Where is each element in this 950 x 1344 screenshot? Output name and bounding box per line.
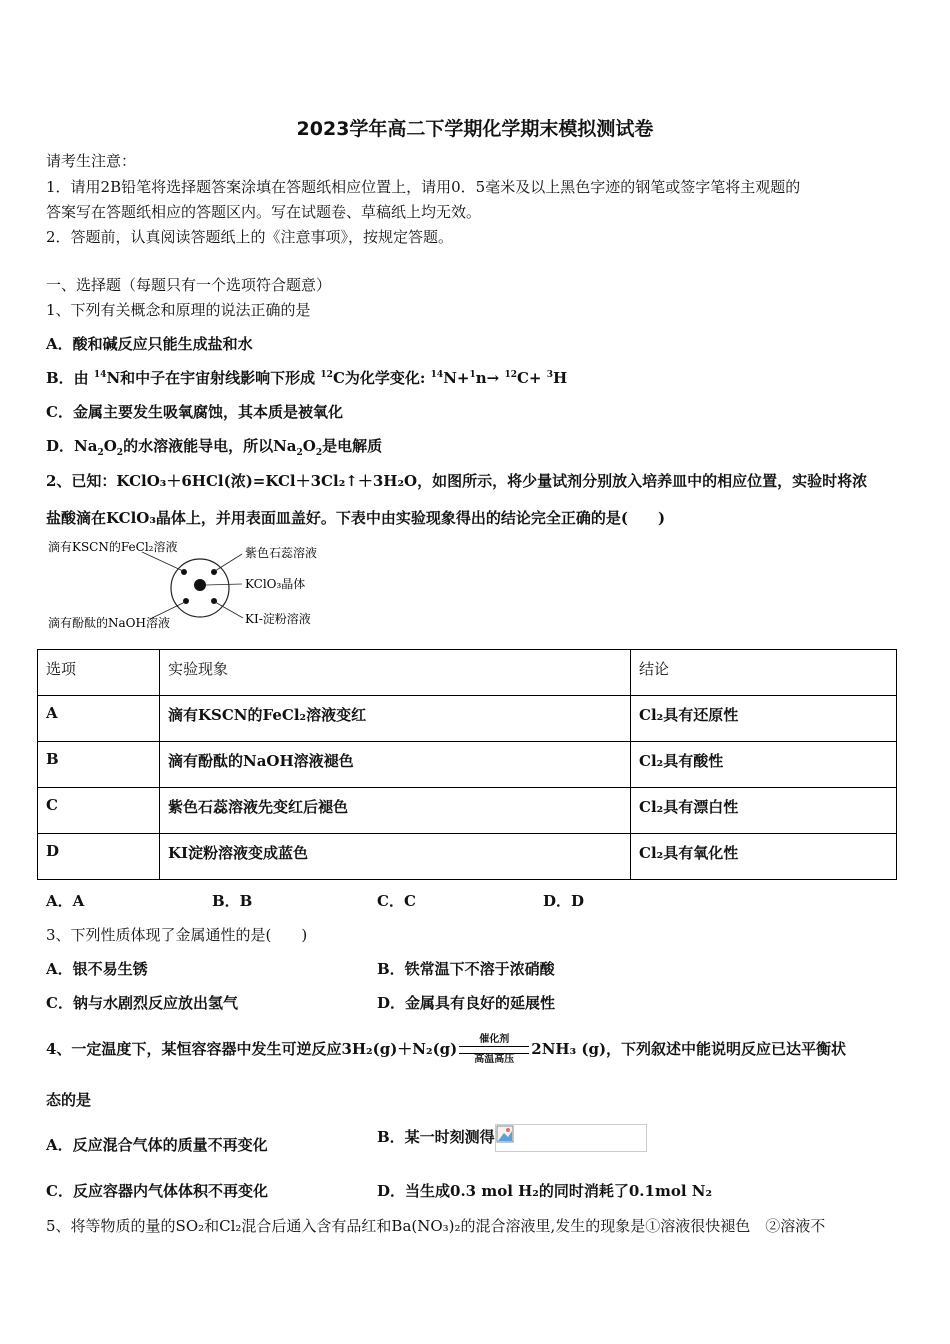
q2-stem-line2: 盐酸滴在KClO₃晶体上，并用表面皿盖好。下表中由实验现象得出的结论完全正确的是( ) [46, 509, 666, 527]
table-cell: Cl₂具有还原性 [631, 696, 897, 742]
q1-stem: 1、下列有关概念和原理的说法正确的是 [46, 301, 311, 319]
q4-stem: 4、一定温度下，某恒容容器中发生可逆反应3H₂(g)＋N₂(g)催化剂 高温高压2NH₃ (g)，下列叙述中能说明反应已达平衡状 [46, 1034, 847, 1065]
notice-item-1b: 答案写在答题纸相应的答题区内。写在试题卷、草稿纸上均无效。 [46, 203, 482, 221]
diagram-label-br: KI-淀粉溶液 [245, 612, 311, 626]
table-cell: B [38, 742, 160, 788]
q3-option-b: B．铁常温下不溶于浓硝酸 [377, 960, 555, 978]
q4-option-c: C．反应容器内气体体积不再变化 [46, 1182, 268, 1200]
q3-option-d: D．金属具有良好的延展性 [377, 994, 556, 1012]
q4-stem-line2: 态的是 [46, 1091, 92, 1109]
q2-option-d: D．D [543, 892, 585, 910]
table-cell: KI淀粉溶液变成蓝色 [160, 834, 631, 880]
diagram-label-tr: 紫色石蕊溶液 [245, 546, 318, 560]
diagram-label-r: KClO₃晶体 [245, 577, 306, 591]
q1-option-c: C．金属主要发生吸氧腐蚀，其本质是被氧化 [46, 403, 343, 421]
table-cell: C [38, 788, 160, 834]
petri-dish-diagram [46, 540, 346, 635]
q3-option-c: C．钠与水剧烈反应放出氢气 [46, 994, 238, 1012]
diagram-label-bl: 滴有酚酞的NaOH溶液 [48, 616, 170, 630]
table-cell: Cl₂具有酸性 [631, 742, 897, 788]
table-header-cell: 结论 [631, 650, 897, 696]
table-row [38, 742, 897, 788]
table-cell: 滴有酚酞的NaOH溶液褪色 [160, 742, 631, 788]
table-cell: 紫色石蕊溶液先变红后褪色 [160, 788, 631, 834]
q5-stem: 5、将等物质的量的SO₂和Cl₂混合后通入含有品红和Ba(NO₃)₂的混合溶液里,发生的现象是①溶液很快褪色 ②溶液不 [46, 1217, 826, 1235]
q2-stem-line1: 2、已知：KClO₃＋6HCl(浓)=KCl＋3Cl₂↑＋3H₂O，如图所示，将少量试剂分别放入培养皿中的相应位置，实验时将浓 [46, 472, 868, 490]
q4-option-b: B．某一时刻测得 [377, 1124, 647, 1152]
q4-option-d: D．当生成0.3 mol H₂的同时消耗了0.1mol N₂ [377, 1182, 713, 1200]
notice-item-2: 2．答题前，认真阅读答题纸上的《注意事项》，按规定答题。 [46, 228, 454, 246]
table-cell: Cl₂具有氧化性 [631, 834, 897, 880]
table-header-cell: 实验现象 [160, 650, 631, 696]
table-header-row [38, 650, 897, 696]
diagram-label-tl: 滴有KSCN的FeCl₂溶液 [48, 540, 178, 554]
catalyst-arrow: 催化剂 高温高压 [459, 1034, 529, 1066]
q1-option-d: D．$Na_2O_2$的水溶液能导电，所以$Na_2O_2$是电解质 [46, 437, 383, 458]
q2-option-c: C．C [377, 892, 416, 910]
table-cell: A [38, 696, 160, 742]
q2-option-b: B．B [212, 892, 253, 910]
table-cell: 滴有KSCN的FeCl₂溶液变红 [160, 696, 631, 742]
table-row [38, 696, 897, 742]
section-heading: 一、选择题（每题只有一个选项符合题意） [46, 276, 332, 294]
table-row [38, 834, 897, 880]
table-row [38, 788, 897, 834]
page-title: 2023学年高二下学期化学期末模拟测试卷 [296, 118, 654, 140]
q3-option-a: A．银不易生锈 [46, 960, 148, 978]
q1-option-a: A．酸和碱反应只能生成盐和水 [46, 335, 253, 353]
q2-table [37, 649, 897, 880]
table-cell: Cl₂具有漂白性 [631, 788, 897, 834]
notice-item-1a: 1．请用2B铅笔将选择题答案涂填在答题纸相应位置上，请用0．5毫米及以上黑色字迹的钢笔或签字笔将主观题的 [46, 178, 801, 196]
table-cell: D [38, 834, 160, 880]
q1-option-b: B．由 $^{14}$N和中子在宇宙射线影响下形成 $^{12}$C为化学变化: $^{14}$N+$^1$n→ $^{12}$C+ $^3$H [46, 369, 568, 387]
table-header-cell: 选项 [38, 650, 160, 696]
q3-stem: 3、下列性质体现了金属通性的是( ) [46, 926, 308, 944]
notice-heading: 请考生注意： [46, 152, 137, 170]
broken-image-icon [495, 1124, 647, 1152]
q4-option-a: A．反应混合气体的质量不再变化 [46, 1136, 268, 1154]
q2-option-a: A．A [46, 892, 85, 910]
